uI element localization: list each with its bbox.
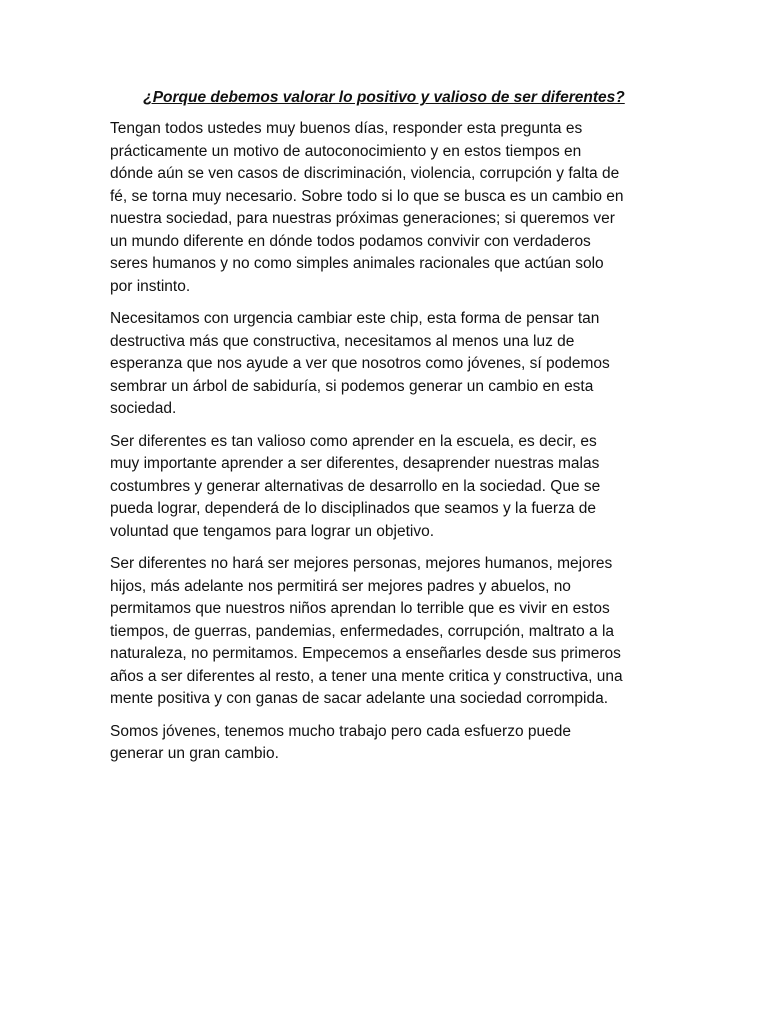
paragraph-1	[110, 118, 660, 298]
text-line: muy importante aprender a ser diferentes, desaprender nuestras malas	[110, 455, 600, 472]
text-line: por instinto.	[110, 277, 191, 295]
text-line: esperanza que nos ayude a ver que nosotros como jóvenes, sí podemos	[110, 355, 610, 372]
paragraph-4	[110, 553, 660, 711]
text-line: Necesitamos con urgencia cambiar este chip, esta forma de pensar tan	[110, 310, 600, 327]
paragraph-3	[110, 431, 660, 544]
text-line: costumbres y generar alternativas de desarrollo en la sociedad. Que se	[110, 477, 601, 495]
text-line: Tengan todos ustedes muy buenos días, responder esta pregunta es	[110, 120, 583, 137]
text-line: dónde aún se ven casos de discriminación, violencia, corrupción y falta de	[110, 165, 620, 182]
text-line: un mundo diferente en dónde todos podamos convivir con verdaderos	[110, 232, 591, 250]
text-line: sembrar un árbol de sabiduría, si podemos generar un cambio en esta	[110, 377, 594, 395]
text-line: fé, se torna muy necesario. Sobre todo si lo que se busca es un cambio en	[110, 187, 624, 205]
text-line: prácticamente un motivo de autoconocimiento y en estos tiempos en	[110, 142, 582, 160]
text-line: hijos, más adelante nos permitirá ser mejores padres y abuelos, no	[110, 577, 571, 595]
document-title: ¿Porque debemos valorar lo positivo y valioso de ser diferentes?	[143, 89, 625, 106]
text-line: permitamos que nuestros niños aprendan lo terrible que es vivir en estos	[110, 600, 610, 617]
text-line: Somos jóvenes, tenemos mucho trabajo pero cada esfuerzo puede	[110, 722, 571, 740]
text-line: años a ser diferentes al resto, a tener una mente critica y constructiva, una	[110, 667, 623, 685]
text-line: voluntad que tengamos para lograr un objetivo.	[110, 522, 434, 540]
text-line: tiempos, de guerras, pandemias, enfermedades, corrupción, maltrato a la	[110, 622, 615, 640]
text-line: nuestra sociedad, para nuestras próximas generaciones; si queremos ver	[110, 210, 615, 227]
text-line: sociedad.	[110, 400, 177, 417]
text-line: destructiva más que constructiva, necesitamos al menos una luz de	[110, 332, 575, 350]
text-line: Ser diferentes es tan valioso como aprender en la escuela, es decir, es	[110, 432, 597, 450]
text-line: generar un gran cambio.	[110, 745, 279, 762]
text-line: seres humanos y no como simples animales racionales que actúan solo	[110, 255, 604, 272]
text-line: naturaleza, no permitamos. Empecemos a enseñarles desde sus primeros	[110, 645, 621, 662]
document-body	[110, 118, 660, 776]
paragraph-5	[110, 721, 660, 766]
text-line: pueda lograr, dependerá de lo disciplinados que seamos y la fuerza de	[110, 500, 596, 517]
text-line: Ser diferentes no hará ser mejores personas, mejores humanos, mejores	[110, 555, 613, 572]
text-line: mente positiva y con ganas de sacar adelante una sociedad corrompida.	[110, 690, 609, 707]
paragraph-2	[110, 308, 660, 421]
